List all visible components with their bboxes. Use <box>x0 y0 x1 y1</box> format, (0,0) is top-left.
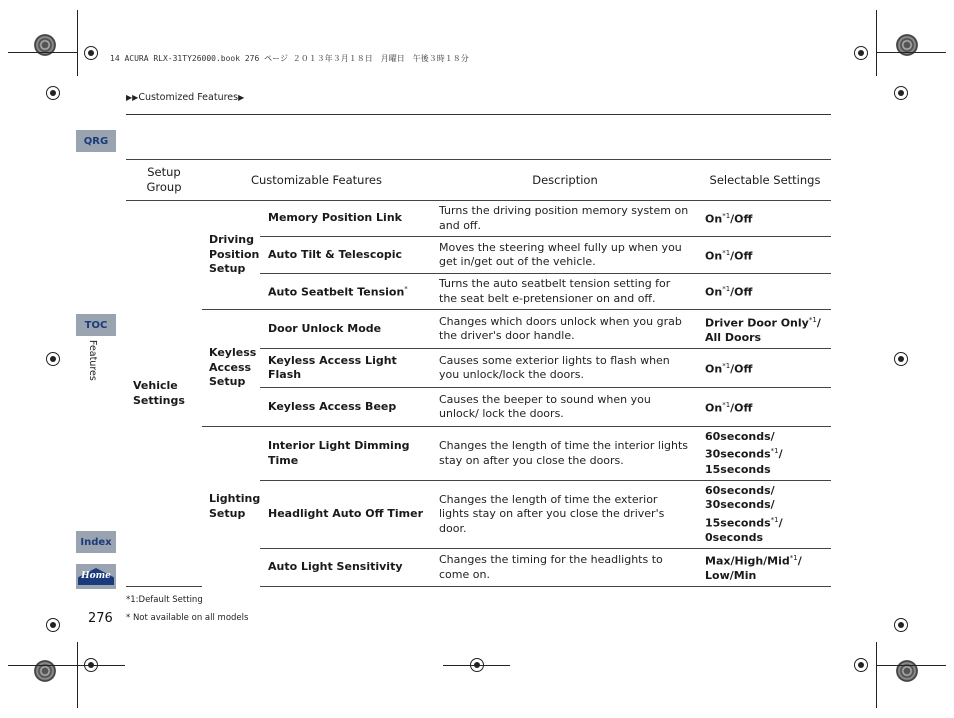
breadcrumb-arrow-icon: ▶ <box>238 93 245 102</box>
feature-name: Headlight Auto Off Timer <box>260 481 431 549</box>
setup-group-cell: Vehicle Settings <box>126 201 202 587</box>
header-selectable-settings: Selectable Settings <box>699 160 831 201</box>
index-tab[interactable] <box>76 531 116 553</box>
header-customizable-features: Customizable Features <box>202 160 431 201</box>
table-row <box>126 201 831 237</box>
feature-description: Changes the timing for the headlights to come on. <box>431 549 699 587</box>
selectable-settings: On$^{*1}$/Off <box>699 388 831 427</box>
selectable-settings: On$^{*1}$/Off <box>699 349 831 388</box>
registration-mark <box>42 614 64 636</box>
table-header-row <box>126 160 831 201</box>
feature-name: Auto Tilt & Telescopic <box>260 237 431 274</box>
home-tab-label: Home <box>81 571 111 581</box>
crop-mark <box>77 10 78 76</box>
customized-features-table <box>126 159 831 587</box>
feature-description: Changes which doors unlock when you grab the driver's door handle. <box>431 310 699 349</box>
footnote-default: *1:Default Setting <box>126 595 203 605</box>
selectable-settings: On$^{*1}$/Off <box>699 237 831 274</box>
feature-name: Memory Position Link <box>260 201 431 237</box>
selectable-settings: 60seconds/ 30seconds$^{*1}$/ 15seconds <box>699 427 831 481</box>
registration-mark <box>890 82 912 104</box>
feature-name: Interior Light Dimming Time <box>260 427 431 481</box>
feature-description: Turns the auto seatbelt tension setting for the seat belt e-pretensioner on and off. <box>431 274 699 310</box>
feature-description: Causes the beeper to sound when you unlock/ lock the doors. <box>431 388 699 427</box>
footnote-models: * Not available on all models <box>126 613 249 623</box>
crop-mark <box>8 52 78 53</box>
registration-mark <box>42 348 64 370</box>
print-rosette-bottom-left <box>34 660 56 682</box>
crop-mark <box>443 665 510 666</box>
breadcrumb[interactable] <box>126 92 244 103</box>
selectable-settings: 60seconds/ 30seconds/ 15seconds$^{*1}$/ 0seconds <box>699 481 831 549</box>
registration-mark <box>850 42 872 64</box>
print-rosette-bottom-right <box>896 660 918 682</box>
table-row <box>126 427 831 481</box>
selectable-settings: Max/High/Mid$^{*1}$/ Low/Min <box>699 549 831 587</box>
header-description: Description <box>431 160 699 201</box>
header-setup-group: Setup Group <box>126 160 202 201</box>
feature-name: Keyless Access Light Flash <box>260 349 431 388</box>
feature-description: Causes some exterior lights to flash when you unlock/lock the doors. <box>431 349 699 388</box>
home-tab[interactable] <box>76 564 116 589</box>
breadcrumb-arrow-icon: ▶▶ <box>126 93 139 102</box>
subgroup-cell: Lighting Setup <box>202 427 260 587</box>
toc-tab[interactable] <box>76 314 116 336</box>
feature-name: Auto Seatbelt Tension* <box>260 274 431 310</box>
print-header-text: 14 ACURA RLX-31TY26000.book 276 ページ ２０１３年３月１８日 月曜日 午後３時１８分 <box>110 54 469 63</box>
qrg-tab[interactable] <box>76 130 116 152</box>
crop-mark <box>876 52 946 53</box>
feature-description: Changes the length of time the interior lights stay on after you close the doors. <box>431 427 699 481</box>
table-row <box>126 310 831 349</box>
registration-mark <box>42 82 64 104</box>
feature-description: Changes the length of time the exterior lights stay on after you close the driver's door. <box>431 481 699 549</box>
breadcrumb-label: Customized Features <box>138 92 239 103</box>
selectable-settings: On$^{*1}$/Off <box>699 201 831 237</box>
crop-mark <box>77 642 78 708</box>
top-rule <box>126 114 831 115</box>
crop-mark <box>876 10 877 76</box>
section-label: Features <box>87 340 98 381</box>
crop-mark <box>876 665 946 666</box>
selectable-settings: On$^{*1}$/Off <box>699 274 831 310</box>
feature-name: Auto Light Sensitivity <box>260 549 431 587</box>
registration-mark <box>80 42 102 64</box>
registration-mark <box>890 348 912 370</box>
page-number: 276 <box>88 611 113 626</box>
crop-mark <box>876 642 877 708</box>
subgroup-cell: Keyless Access Setup <box>202 310 260 427</box>
registration-mark <box>890 614 912 636</box>
feature-description: Moves the steering wheel fully up when you get in/get out of the vehicle. <box>431 237 699 274</box>
crop-mark <box>60 665 125 666</box>
index-tab-label: Index <box>80 536 112 548</box>
selectable-settings: Driver Door Only$^{*1}$/ All Doors <box>699 310 831 349</box>
toc-tab-label: TOC <box>84 319 108 331</box>
subgroup-cell: Driving Position Setup <box>202 201 260 310</box>
feature-name: Door Unlock Mode <box>260 310 431 349</box>
registration-mark <box>850 654 872 676</box>
qrg-tab-label: QRG <box>83 135 109 147</box>
feature-name: Keyless Access Beep <box>260 388 431 427</box>
feature-description: Turns the driving position memory system on and off. <box>431 201 699 237</box>
